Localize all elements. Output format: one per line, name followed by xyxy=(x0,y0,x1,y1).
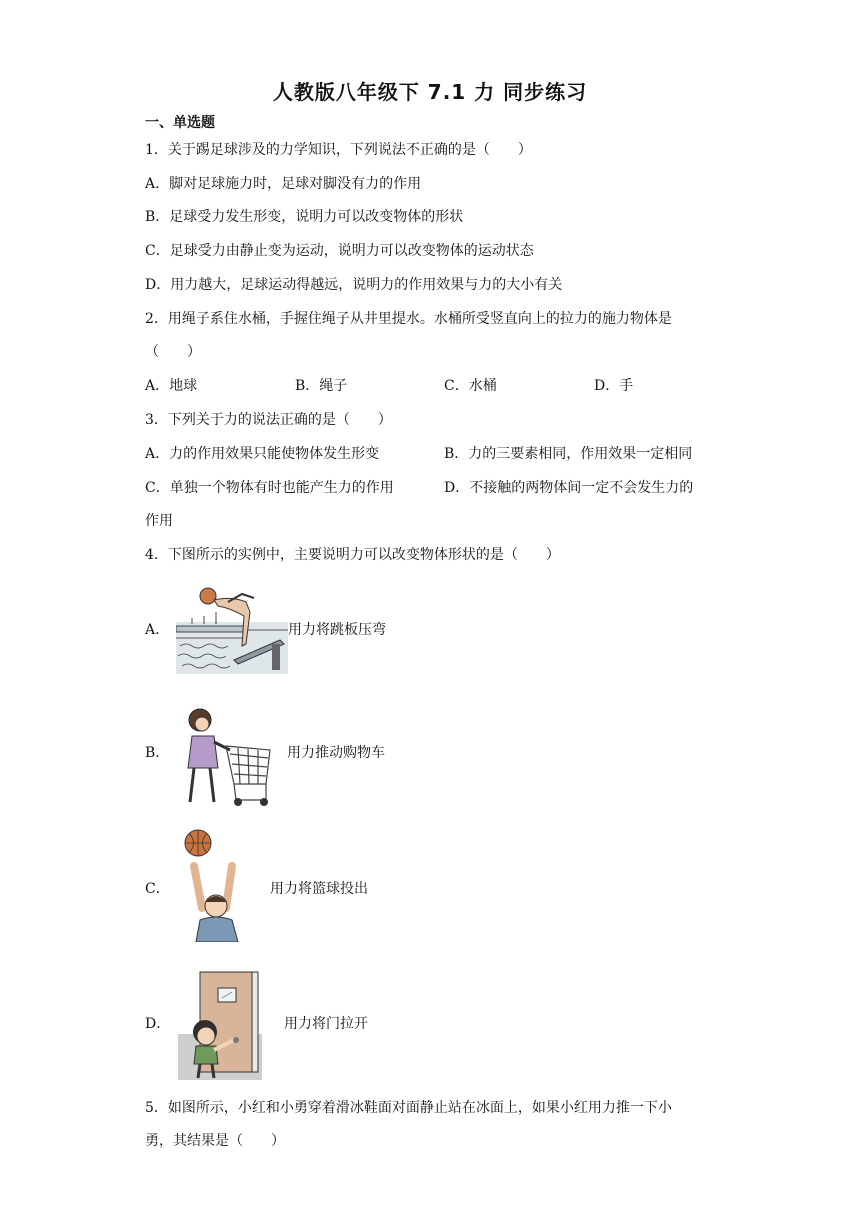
question-5-stem-line1: 5．如图所示，小红和小勇穿着滑冰鞋面对面静止站在冰面上，如果小红用力推一下小 xyxy=(145,1100,672,1116)
diving-board-icon xyxy=(176,582,288,674)
question-5-stem-line2: 勇，其结果是（ ） xyxy=(145,1133,285,1149)
question-3-stem: 3．下列关于力的说法正确的是（ ） xyxy=(145,412,392,428)
question-2-option-b: B．绳子 xyxy=(295,378,348,394)
question-1-option-a: A．脚对足球施力时，足球对脚没有力的作用 xyxy=(145,176,422,192)
question-4-option-b-caption: 用力推动购物车 xyxy=(287,745,385,761)
question-3-option-c: C．单独一个物体有时也能产生力的作用 xyxy=(145,480,394,496)
page-title: 人教版八年级下 7.1 力 同步练习 xyxy=(272,80,588,104)
question-4-option-b-letter: B． xyxy=(145,745,170,761)
question-4-option-c-letter: C． xyxy=(145,881,170,897)
question-3-option-a: A．力的作用效果只能使物体发生形变 xyxy=(145,446,380,462)
question-4-option-a-letter: A． xyxy=(145,622,170,638)
question-2-option-a: A．地球 xyxy=(145,378,198,394)
basketball-throw-icon xyxy=(182,826,248,942)
question-4-option-a-caption: 用力将跳板压弯 xyxy=(288,622,386,638)
question-3-option-d-wrap: 作用 xyxy=(145,513,173,529)
shopping-cart-icon xyxy=(174,706,274,808)
question-3-option-d: D．不接触的两物体间一定不会发生力的 xyxy=(444,480,694,496)
question-1-option-c: C．足球受力由静止变为运动，说明力可以改变物体的运动状态 xyxy=(145,243,534,259)
question-2-option-c: C．水桶 xyxy=(444,378,497,394)
question-2-option-d: D．手 xyxy=(594,378,634,394)
question-3-option-b: B．力的三要素相同，作用效果一定相同 xyxy=(444,446,693,462)
question-2-stem-line1: 2．用绳子系住水桶，手握住绳子从井里提水。水桶所受竖直向上的拉力的施力物体是 xyxy=(145,311,672,327)
question-4-stem: 4．下图所示的实例中，主要说明力可以改变物体形状的是（ ） xyxy=(145,547,560,563)
question-1-stem: 1．关于踢足球涉及的力学知识，下列说法不正确的是（ ） xyxy=(145,142,532,158)
section-heading: 一、单选题 xyxy=(145,115,215,131)
question-1-option-b: B．足球受力发生形变，说明力可以改变物体的形状 xyxy=(145,209,464,225)
question-1-option-d: D．用力越大，足球运动得越远，说明力的作用效果与力的大小有关 xyxy=(145,277,563,293)
question-4-option-d-letter: D． xyxy=(145,1016,171,1032)
question-2-stem-line2: （ ） xyxy=(145,344,201,360)
question-4-option-c-caption: 用力将篮球投出 xyxy=(270,881,368,897)
door-pull-icon xyxy=(178,970,262,1080)
question-4-option-d-caption: 用力将门拉开 xyxy=(284,1016,368,1032)
